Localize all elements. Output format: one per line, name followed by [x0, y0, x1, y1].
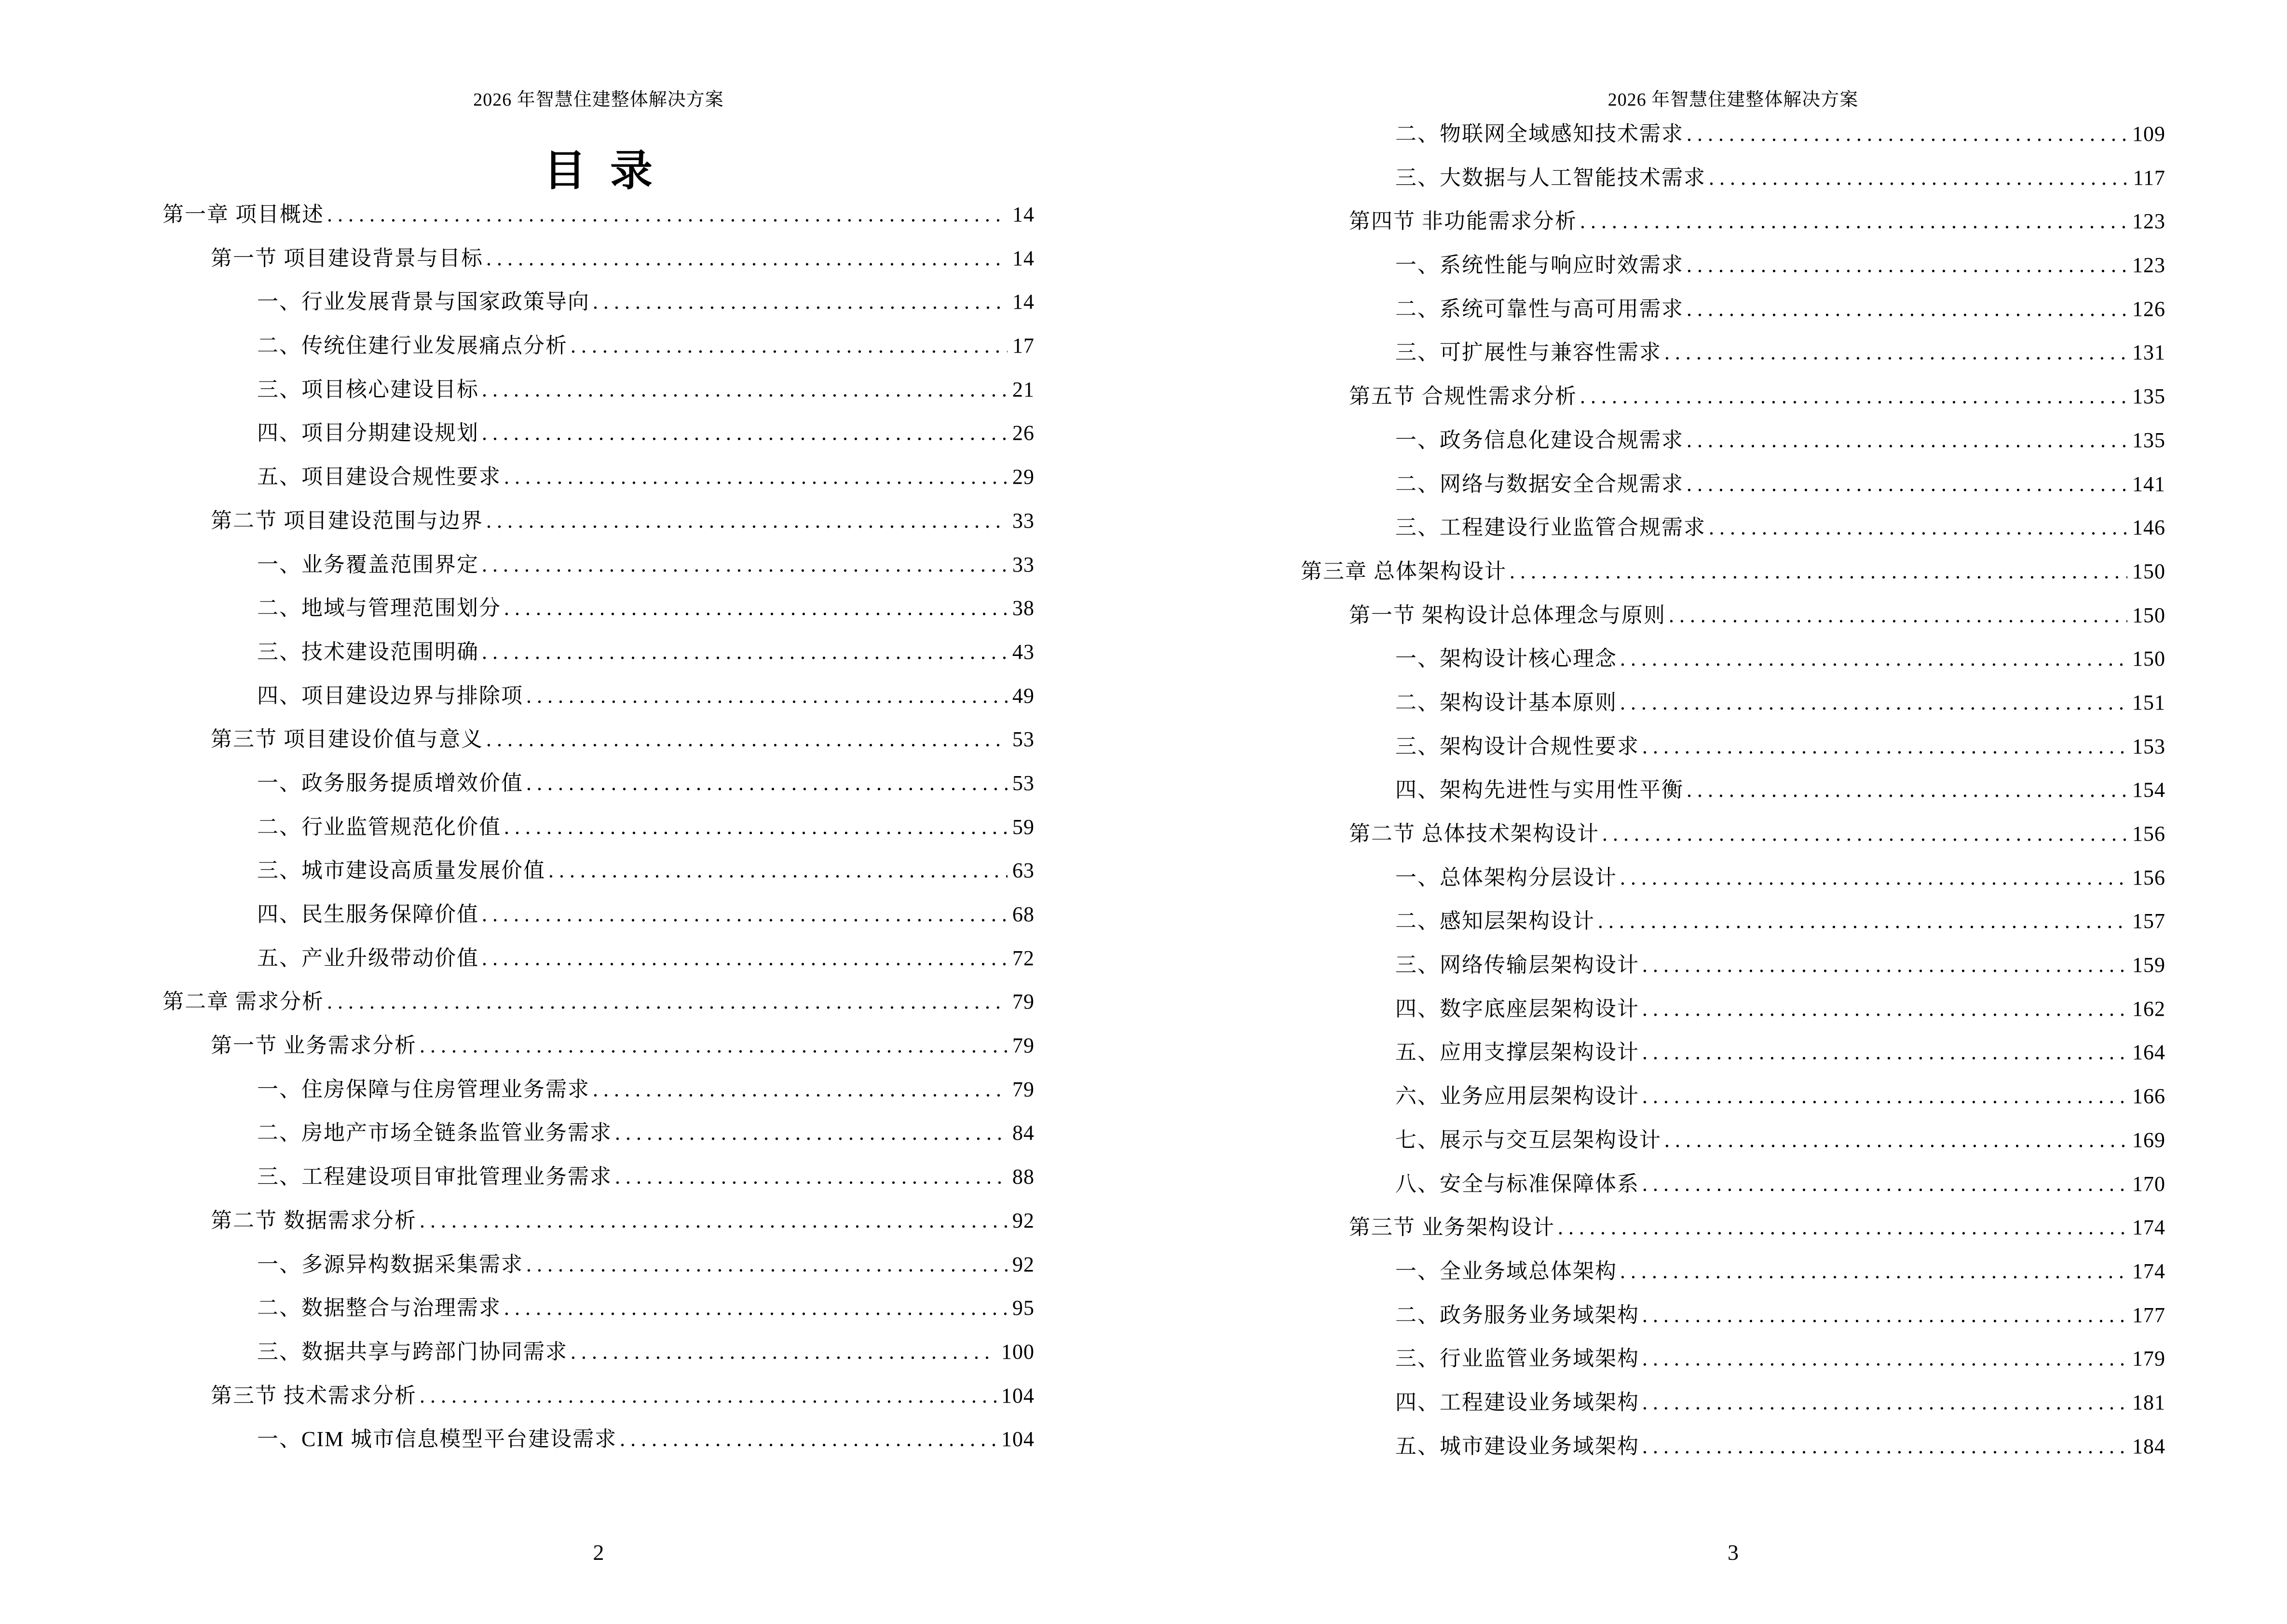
dot-leader — [1709, 156, 2128, 200]
toc-entry-label: 四、项目建设边界与排除项 — [257, 683, 523, 708]
dot-leader — [1642, 943, 2127, 987]
toc-entry — [1301, 856, 2165, 900]
dot-leader — [482, 543, 1007, 587]
toc-entry-label: 四、项目分期建设规划 — [257, 421, 479, 445]
toc-entry — [1301, 1075, 2165, 1119]
toc-entry — [1301, 506, 2165, 550]
toc-entry-label: 二、政务服务业务域架构 — [1395, 1303, 1639, 1327]
dot-leader — [486, 499, 1007, 543]
toc-entries-left — [163, 193, 1035, 1461]
toc-entry — [163, 455, 1035, 499]
toc-entry — [163, 280, 1035, 324]
toc-entry — [1301, 463, 2165, 506]
dot-leader — [482, 630, 1007, 674]
dot-leader — [504, 1286, 1007, 1330]
toc-entry-label: 一、业务覆盖范围界定 — [257, 552, 479, 576]
toc-entry-page: 33 — [1012, 552, 1035, 576]
toc-entry — [163, 324, 1035, 368]
toc-entry-label: 二、感知层架构设计 — [1395, 909, 1595, 933]
toc-entry-page: 162 — [2132, 996, 2165, 1021]
page-number-right: 3 — [1728, 1540, 1739, 1565]
dot-leader — [526, 762, 1007, 805]
toc-entry-label: 五、城市建设业务域架构 — [1395, 1434, 1639, 1458]
toc-entry-page: 104 — [1001, 1383, 1035, 1407]
toc-entry — [163, 411, 1035, 455]
dot-leader — [1642, 1381, 2127, 1425]
toc-entry-page: 100 — [1001, 1339, 1035, 1364]
dot-leader — [1598, 900, 2127, 943]
dot-leader — [482, 411, 1007, 455]
toc-entry-label: 第一章 项目概述 — [163, 203, 324, 226]
toc-entry-page: 164 — [2132, 1040, 2165, 1064]
dot-leader — [526, 674, 1007, 718]
toc-entry-label: 二、物联网全域感知技术需求 — [1395, 122, 1684, 146]
toc-entry — [1301, 287, 2165, 331]
toc-entry — [163, 193, 1035, 237]
toc-entry-page: 141 — [2132, 472, 2165, 496]
toc-entry-page: 53 — [1012, 771, 1035, 795]
dot-leader — [620, 1418, 996, 1461]
dot-leader — [615, 1111, 1007, 1155]
toc-entry — [1301, 156, 2165, 200]
toc-entry-page: 53 — [1012, 727, 1035, 751]
toc-entry — [163, 1155, 1035, 1199]
toc-entry-page: 174 — [2132, 1259, 2165, 1283]
toc-entry-page: 68 — [1012, 902, 1035, 926]
dot-leader — [593, 280, 1007, 324]
dot-leader — [504, 805, 1007, 849]
toc-entry-label: 第一节 项目建设背景与目标 — [211, 246, 483, 270]
toc-entry — [1301, 681, 2165, 725]
toc-entry — [163, 937, 1035, 981]
toc-entry-label: 第三节 项目建设价值与意义 — [211, 727, 483, 751]
toc-entry-page: 181 — [2132, 1390, 2165, 1414]
dot-leader — [1580, 200, 2127, 244]
toc-entry-label: 五、项目建设合规性要求 — [257, 465, 501, 489]
toc-entry-label: 三、工程建设项目审批管理业务需求 — [257, 1165, 612, 1189]
toc-entry — [163, 237, 1035, 281]
toc-entry-page: 166 — [2132, 1084, 2165, 1108]
toc-entry — [1301, 725, 2165, 769]
toc-entry-page: 14 — [1012, 290, 1035, 314]
toc-entry-page: 150 — [2132, 559, 2165, 583]
dot-leader — [1687, 768, 2127, 812]
toc-entry-label: 一、多源异构数据采集需求 — [257, 1252, 523, 1276]
dot-leader — [1510, 550, 2127, 594]
toc-entry-label: 第三节 业务架构设计 — [1349, 1215, 1555, 1240]
toc-entry-page: 151 — [2132, 690, 2165, 714]
dot-leader — [1620, 856, 2127, 900]
toc-entry — [1301, 331, 2165, 375]
toc-entry — [1301, 1337, 2165, 1381]
toc-entry-label: 三、项目核心建设目标 — [257, 377, 479, 401]
toc-entry — [163, 587, 1035, 630]
toc-entry-page: 92 — [1012, 1252, 1035, 1276]
dot-leader — [1642, 987, 2127, 1031]
toc-entry-page: 153 — [2132, 734, 2165, 758]
toc-entry-page: 123 — [2132, 209, 2165, 233]
dot-leader — [482, 368, 1007, 412]
toc-entry-label: 第三节 技术需求分析 — [211, 1383, 417, 1407]
dot-leader — [1687, 244, 2127, 287]
toc-entry-label: 二、系统可靠性与高可用需求 — [1395, 297, 1684, 321]
toc-entry-page: 126 — [2132, 297, 2165, 321]
toc-entry-page: 150 — [2132, 603, 2165, 627]
dot-leader — [593, 1068, 1007, 1112]
dot-leader — [420, 1199, 1007, 1243]
dot-leader — [504, 455, 1007, 499]
toc-entry-label: 一、住房保障与住房管理业务需求 — [257, 1077, 590, 1101]
toc-entry-page: 26 — [1012, 421, 1035, 445]
toc-entry-label: 一、CIM 城市信息模型平台建设需求 — [257, 1427, 617, 1451]
toc-entry-page: 21 — [1012, 377, 1035, 401]
toc-entry-page: 135 — [2132, 384, 2165, 409]
toc-entry — [1301, 1031, 2165, 1075]
dot-leader — [526, 1243, 1007, 1287]
dot-leader — [1664, 1119, 2127, 1162]
toc-entry-label: 一、系统性能与响应时效需求 — [1395, 253, 1684, 277]
toc-entry-label: 三、可扩展性与兼容性需求 — [1395, 341, 1661, 365]
toc-entry-label: 第四节 非功能需求分析 — [1349, 209, 1577, 233]
toc-entry-label: 四、架构先进性与实用性平衡 — [1395, 778, 1684, 802]
dot-leader — [1642, 1425, 2127, 1469]
toc-entry — [163, 368, 1035, 412]
toc-entry-label: 五、产业升级带动价值 — [257, 946, 479, 970]
toc-entry-page: 117 — [2133, 165, 2165, 190]
toc-entry-label: 第二章 需求分析 — [163, 990, 324, 1014]
toc-entry — [1301, 900, 2165, 943]
toc-entry-page: 135 — [2132, 428, 2165, 452]
toc-page-left — [163, 0, 1035, 1624]
toc-entry-page: 59 — [1012, 815, 1035, 839]
dot-leader — [420, 1374, 996, 1418]
toc-entry-page: 88 — [1012, 1165, 1035, 1189]
dot-leader — [615, 1155, 1007, 1199]
toc-entry — [1301, 419, 2165, 463]
dot-leader — [327, 980, 1007, 1024]
toc-entry-label: 四、数字底座层架构设计 — [1395, 996, 1639, 1021]
toc-entry-page: 14 — [1012, 246, 1035, 270]
toc-entry-label: 一、架构设计核心理念 — [1395, 647, 1617, 671]
dot-leader — [1642, 1162, 2127, 1206]
toc-entry-page: 79 — [1012, 1034, 1035, 1058]
toc-entry-page: 177 — [2132, 1303, 2165, 1327]
toc-entry-page: 79 — [1012, 1077, 1035, 1101]
dot-leader — [1620, 681, 2127, 725]
toc-entry-label: 第二节 数据需求分析 — [211, 1208, 417, 1232]
toc-entry-label: 一、行业发展背景与国家政策导向 — [257, 290, 590, 314]
toc-entry — [1301, 1162, 2165, 1206]
toc-entry-label: 二、行业监管规范化价值 — [257, 815, 501, 839]
toc-entry — [163, 980, 1035, 1024]
dot-leader — [486, 237, 1007, 281]
toc-entry-label: 三、大数据与人工智能技术需求 — [1395, 165, 1706, 190]
dot-leader — [1642, 1075, 2127, 1119]
toc-entry-page: 92 — [1012, 1208, 1035, 1232]
toc-entry-label: 第三章 总体架构设计 — [1301, 559, 1507, 583]
toc-entry-label: 一、政务信息化建设合规需求 — [1395, 428, 1684, 452]
toc-entry — [1301, 1425, 2165, 1469]
toc-entry-page: 170 — [2132, 1172, 2165, 1196]
toc-entry-label: 三、城市建设高质量发展价值 — [257, 859, 545, 883]
dot-leader — [1602, 812, 2127, 856]
toc-entry-page: 17 — [1012, 334, 1035, 358]
toc-entry-page: 104 — [1001, 1427, 1035, 1451]
toc-entry — [163, 849, 1035, 893]
dot-leader — [1687, 419, 2127, 463]
dot-leader — [1580, 375, 2127, 419]
dot-leader — [1642, 1337, 2127, 1381]
toc-page-right — [1301, 0, 2165, 1624]
toc-entry-page: 72 — [1012, 946, 1035, 970]
toc-entry — [163, 1024, 1035, 1068]
dot-leader — [1620, 637, 2127, 681]
dot-leader — [1664, 331, 2127, 375]
dot-leader — [1687, 287, 2127, 331]
toc-entry — [1301, 112, 2165, 156]
dot-leader — [1558, 1206, 2127, 1250]
toc-entry-label: 六、业务应用层架构设计 — [1395, 1084, 1639, 1108]
toc-entry — [1301, 768, 2165, 812]
toc-entry — [163, 1330, 1035, 1374]
toc-entry-page: 29 — [1012, 465, 1035, 489]
page-number-left: 2 — [593, 1540, 604, 1565]
toc-entry-page: 150 — [2132, 647, 2165, 671]
toc-entry-page: 131 — [2132, 341, 2165, 365]
toc-entry — [1301, 550, 2165, 594]
dot-leader — [571, 324, 1007, 368]
toc-entry-page: 49 — [1012, 683, 1035, 708]
toc-entry — [163, 1111, 1035, 1155]
toc-entry-label: 一、总体架构分层设计 — [1395, 865, 1617, 889]
toc-entry-label: 三、行业监管业务域架构 — [1395, 1347, 1639, 1371]
dot-leader — [1642, 725, 2127, 769]
toc-entry-label: 第二节 总体技术架构设计 — [1349, 822, 1599, 846]
toc-entry — [1301, 200, 2165, 244]
toc-entry — [163, 674, 1035, 718]
dot-leader — [504, 587, 1007, 630]
toc-entry-page: 156 — [2132, 822, 2165, 846]
toc-entry — [1301, 244, 2165, 287]
toc-entry-label: 三、网络传输层架构设计 — [1395, 953, 1639, 977]
toc-entry-label: 一、政务服务提质增效价值 — [257, 771, 523, 795]
toc-entry-label: 四、工程建设业务域架构 — [1395, 1390, 1639, 1414]
toc-entry-label: 二、传统住建行业发展痛点分析 — [257, 334, 568, 358]
toc-entry-page: 43 — [1012, 640, 1035, 664]
toc-entry-label: 第一节 业务需求分析 — [211, 1034, 417, 1058]
toc-entry-page: 14 — [1012, 203, 1035, 226]
toc-entry-page: 156 — [2132, 865, 2165, 889]
toc-entry — [163, 1243, 1035, 1287]
dot-leader — [1642, 1031, 2127, 1075]
toc-entry — [1301, 375, 2165, 419]
toc-entry — [163, 499, 1035, 543]
toc-entry-label: 二、地域与管理范围划分 — [257, 596, 501, 620]
toc-entry — [163, 543, 1035, 587]
toc-entry-label: 二、数据整合与治理需求 — [257, 1296, 501, 1320]
toc-entry — [163, 1418, 1035, 1461]
dot-leader — [1642, 1294, 2127, 1337]
dot-leader — [571, 1330, 996, 1374]
toc-entry-label: 第一节 架构设计总体理念与原则 — [1349, 603, 1666, 627]
toc-entry — [163, 718, 1035, 762]
toc-entry-page: 79 — [1012, 990, 1035, 1014]
toc-entry-label: 三、工程建设行业监管合规需求 — [1395, 516, 1706, 540]
toc-entry-page: 157 — [2132, 909, 2165, 933]
toc-entry-page: 33 — [1012, 508, 1035, 532]
dot-leader — [486, 718, 1007, 762]
toc-entry — [1301, 1250, 2165, 1294]
toc-entry — [163, 1374, 1035, 1418]
toc-entry — [163, 1286, 1035, 1330]
toc-entry — [1301, 637, 2165, 681]
dot-leader — [482, 893, 1007, 937]
toc-entry-page: 84 — [1012, 1121, 1035, 1145]
toc-entry-page: 154 — [2132, 778, 2165, 802]
document-header: 2026 年智慧住建整体解决方案 — [1607, 90, 1859, 110]
toc-title: 目 录 — [543, 148, 653, 195]
toc-entry-label: 八、安全与标准保障体系 — [1395, 1172, 1639, 1196]
toc-entry-page: 179 — [2132, 1347, 2165, 1371]
dot-leader — [1669, 594, 2127, 638]
toc-entry-page: 184 — [2132, 1434, 2165, 1458]
toc-entry-label: 第二节 项目建设范围与边界 — [211, 508, 483, 532]
toc-entry-label: 三、架构设计合规性要求 — [1395, 734, 1639, 758]
toc-entry — [163, 1068, 1035, 1112]
toc-entry-page: 159 — [2132, 953, 2165, 977]
toc-entry-label: 三、技术建设范围明确 — [257, 640, 479, 664]
dot-leader — [548, 849, 1007, 893]
toc-entry-label: 四、民生服务保障价值 — [257, 902, 479, 926]
toc-entry — [1301, 1294, 2165, 1337]
document-header: 2026 年智慧住建整体解决方案 — [473, 90, 724, 110]
toc-entry — [163, 630, 1035, 674]
toc-entry-label: 二、架构设计基本原则 — [1395, 690, 1617, 714]
toc-entry — [1301, 1119, 2165, 1162]
toc-entry-page: 109 — [2132, 122, 2165, 146]
dot-leader — [1709, 506, 2127, 550]
toc-entry — [1301, 943, 2165, 987]
toc-entry-page: 174 — [2132, 1215, 2165, 1240]
toc-entry — [163, 893, 1035, 937]
dot-leader — [327, 193, 1007, 237]
dot-leader — [1687, 112, 2127, 156]
toc-entry — [1301, 594, 2165, 638]
toc-entry-label: 第五节 合规性需求分析 — [1349, 384, 1577, 409]
toc-entry — [1301, 987, 2165, 1031]
toc-entry-page: 38 — [1012, 596, 1035, 620]
dot-leader — [482, 937, 1007, 981]
dot-leader — [420, 1024, 1007, 1068]
toc-entry — [1301, 1206, 2165, 1250]
toc-entry-label: 七、展示与交互层架构设计 — [1395, 1128, 1661, 1152]
toc-entry-page: 95 — [1012, 1296, 1035, 1320]
dot-leader — [1687, 463, 2127, 506]
toc-entry — [163, 762, 1035, 805]
toc-entry-page: 146 — [2132, 516, 2165, 540]
toc-entry — [1301, 812, 2165, 856]
toc-entry-label: 二、网络与数据安全合规需求 — [1395, 472, 1684, 496]
toc-entry-page: 123 — [2132, 253, 2165, 277]
toc-entry-page: 63 — [1012, 859, 1035, 883]
toc-entry — [1301, 1381, 2165, 1425]
dot-leader — [1620, 1250, 2127, 1294]
toc-entry-label: 三、数据共享与跨部门协同需求 — [257, 1339, 568, 1364]
toc-entry — [163, 805, 1035, 849]
toc-entry-page: 169 — [2132, 1128, 2165, 1152]
toc-entry-label: 一、全业务域总体架构 — [1395, 1259, 1617, 1283]
toc-entries-right — [1301, 112, 2165, 1468]
toc-entry — [163, 1199, 1035, 1243]
toc-entry-label: 二、房地产市场全链条监管业务需求 — [257, 1121, 612, 1145]
toc-entry-label: 五、应用支撑层架构设计 — [1395, 1040, 1639, 1064]
